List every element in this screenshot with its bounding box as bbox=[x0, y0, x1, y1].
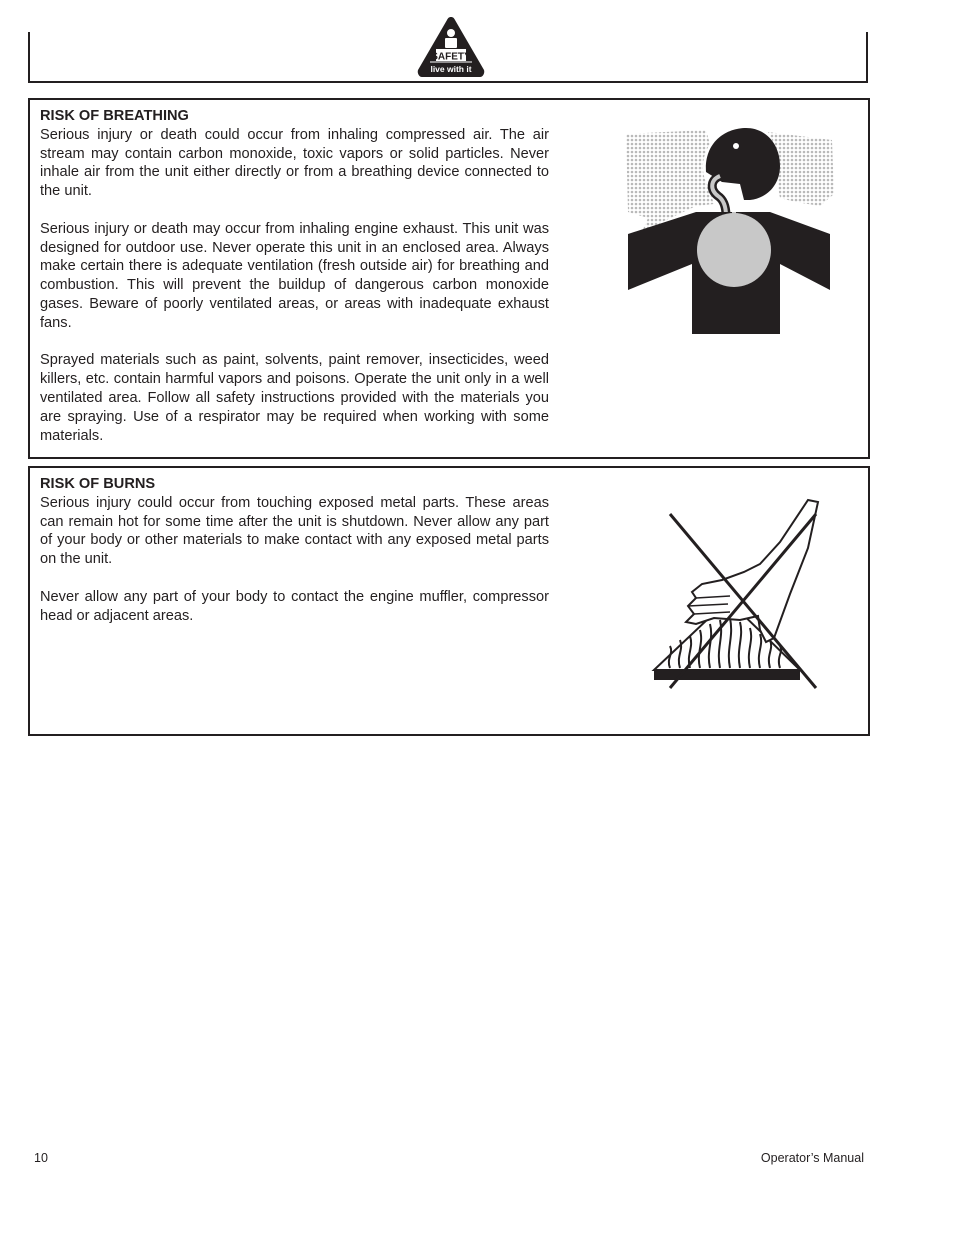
logo-text-tagline: live with it bbox=[430, 64, 472, 74]
risk-of-burns-section bbox=[28, 466, 870, 736]
safety-logo-icon bbox=[416, 16, 486, 78]
risk-of-burns-text bbox=[40, 475, 549, 644]
hot-surface-hazard-icon bbox=[640, 498, 820, 690]
paragraph: Serious injury could occur from touching exposed metal parts. These areas can remain hot for some time after the unit is shutdown. Never allow any part of your body or other materials to make contact with any exposed metal parts on the unit. bbox=[40, 494, 549, 568]
paragraph: Serious injury or death may occur from inhaling engine exhaust. This unit was designed for outdoor use. Never operate this unit in an enclosed area. Always make certain there is adequate ventilation (fresh outside air) for breathing and combustion. This will prevent the buildup of dangerous carbon monoxide gases. Beware of poorly ventilated areas, or areas with inadequate exhaust fans. bbox=[40, 220, 549, 331]
page-number: 10 bbox=[34, 1151, 48, 1165]
section-title: RISK OF BURNS bbox=[40, 476, 156, 492]
manual-title: Operator’s Manual bbox=[760, 1151, 864, 1165]
paragraph: Never allow any part of your body to contact the engine muffler, compressor head or adjacent areas. bbox=[40, 588, 549, 624]
inhalation-hazard-icon bbox=[622, 126, 836, 334]
risk-of-breathing-section bbox=[28, 98, 870, 459]
risk-of-breathing-text bbox=[40, 107, 549, 464]
paragraph: Sprayed materials such as paint, solvents, paint remover, insecticides, weed killers, etc. contain harmful vapors and poisons. Operate the unit only in a well ventilated area. Follow all safety instructions provided with the materials you are spraying. Use of a respirator may be required when working with some materials. bbox=[40, 352, 549, 444]
section-title: RISK OF BREATHING bbox=[40, 108, 189, 124]
paragraph: Serious injury or death could occur from inhaling compressed air. The air stream may contain carbon monoxide, toxic vapors or solid particles. Never inhale air from the unit either directly or from a breathing device connected to the unit. bbox=[40, 126, 549, 200]
logo-text-safety: SAFETY bbox=[431, 51, 471, 63]
